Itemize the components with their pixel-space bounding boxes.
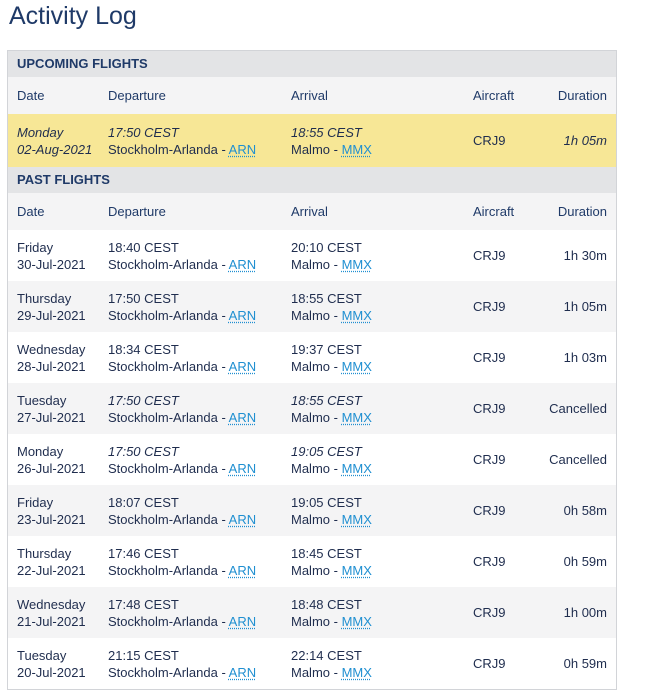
flight-date-cell — [17, 536, 86, 587]
departure-airport-link[interactable]: ARN — [228, 664, 257, 680]
flight-date: 21-Jul-2021 — [17, 613, 86, 629]
departure-city: Stockholm-Arlanda — [108, 141, 218, 157]
aircraft-cell: CRJ9 — [473, 605, 506, 620]
flight-date-cell — [17, 587, 86, 638]
flight-date-cell — [17, 638, 86, 689]
flight-day: Thursday — [17, 290, 72, 306]
departure-city: Stockholm-Arlanda — [108, 562, 218, 578]
flight-date: 28-Jul-2021 — [17, 358, 86, 374]
duration-cell: 0h 59m — [563, 656, 607, 671]
duration-cell: 1h 30m — [563, 248, 607, 263]
departure-cell — [108, 230, 256, 281]
arrival-airport-link[interactable]: MMX — [341, 562, 372, 578]
arrival-time: 19:37 CEST — [291, 341, 362, 357]
arrival-time: 19:05 CEST — [291, 494, 362, 510]
flight-date: 30-Jul-2021 — [17, 256, 86, 272]
col-arrival-header: Arrival — [291, 88, 328, 103]
past-flight-row — [8, 230, 616, 281]
flight-day: Friday — [17, 239, 54, 255]
arrival-time: 18:48 CEST — [291, 596, 362, 612]
arrival-time: 22:14 CEST — [291, 647, 362, 663]
departure-airport-link[interactable]: ARN — [228, 256, 257, 272]
departure-city: Stockholm-Arlanda — [108, 358, 218, 374]
departure-time: 17:46 CEST — [108, 545, 179, 561]
departure-time: 17:50 CEST — [108, 443, 179, 459]
departure-time: 17:50 CEST — [108, 124, 179, 140]
aircraft-cell: CRJ9 — [473, 554, 506, 569]
departure-cell — [108, 281, 256, 332]
arrival-city: Malmo — [291, 613, 331, 629]
flight-date-cell — [17, 281, 86, 332]
separator: - — [330, 307, 342, 323]
flight-date: 26-Jul-2021 — [17, 460, 86, 476]
arrival-airport-link[interactable]: MMX — [341, 307, 372, 323]
departure-cell — [108, 114, 256, 167]
flight-date: 27-Jul-2021 — [17, 409, 86, 425]
separator: - — [217, 256, 229, 272]
duration-cell: 1h 00m — [563, 605, 607, 620]
separator: - — [217, 141, 229, 157]
arrival-cell — [291, 587, 372, 638]
separator: - — [330, 409, 342, 425]
aircraft-cell: CRJ9 — [473, 656, 506, 671]
departure-airport-link[interactable]: ARN — [228, 358, 257, 374]
separator: - — [330, 358, 342, 374]
past-flight-row — [8, 587, 616, 638]
arrival-cell — [291, 434, 372, 485]
departure-time: 18:07 CEST — [108, 494, 179, 510]
duration-cell: 1h 05m — [563, 299, 607, 314]
departure-city: Stockholm-Arlanda — [108, 613, 218, 629]
flight-day: Wednesday — [17, 596, 86, 612]
past-flight-row — [8, 281, 616, 332]
past-flight-row — [8, 638, 616, 689]
arrival-city: Malmo — [291, 511, 331, 527]
flight-date: 20-Jul-2021 — [17, 664, 86, 680]
arrival-cell — [291, 114, 372, 167]
separator: - — [330, 562, 342, 578]
arrival-city: Malmo — [291, 307, 331, 323]
departure-cell — [108, 536, 256, 587]
arrival-cell — [291, 383, 372, 434]
departure-cell — [108, 587, 256, 638]
arrival-airport-link[interactable]: MMX — [341, 664, 372, 680]
arrival-time: 18:45 CEST — [291, 545, 362, 561]
duration-cell: Cancelled — [549, 452, 607, 467]
separator: - — [330, 664, 342, 680]
departure-time: 17:48 CEST — [108, 596, 179, 612]
flight-date-cell — [17, 114, 92, 167]
departure-cell — [108, 638, 256, 689]
departure-cell — [108, 434, 256, 485]
arrival-city: Malmo — [291, 358, 331, 374]
separator: - — [330, 613, 342, 629]
flight-day: Monday — [17, 443, 64, 459]
arrival-city: Malmo — [291, 256, 331, 272]
flight-day: Monday — [17, 124, 64, 140]
col-date-header: Date — [17, 88, 45, 103]
separator: - — [217, 664, 229, 680]
col-departure-header: Departure — [108, 88, 166, 103]
separator: - — [217, 613, 229, 629]
departure-city: Stockholm-Arlanda — [108, 409, 218, 425]
arrival-cell — [291, 281, 372, 332]
separator: - — [330, 460, 342, 476]
past-flight-row — [8, 434, 616, 485]
upcoming-flights-header: UPCOMING FLIGHTS — [8, 51, 616, 77]
departure-cell — [108, 485, 256, 536]
past-flight-row — [8, 536, 616, 587]
aircraft-cell: CRJ9 — [473, 350, 506, 365]
col-aircraft-header: Aircraft — [473, 204, 515, 219]
upcoming-flight-row — [8, 114, 616, 167]
col-arrival-header: Arrival — [291, 204, 328, 219]
arrival-airport-link[interactable]: MMX — [341, 511, 372, 527]
arrival-cell — [291, 638, 372, 689]
flight-date: 23-Jul-2021 — [17, 511, 86, 527]
past-flights-list — [8, 230, 616, 689]
past-flight-row — [8, 485, 616, 536]
arrival-cell — [291, 536, 372, 587]
arrival-time: 19:05 CEST — [291, 443, 362, 459]
past-flight-row — [8, 332, 616, 383]
departure-city: Stockholm-Arlanda — [108, 664, 218, 680]
duration-cell: 1h 05m — [563, 133, 607, 148]
flight-date: 22-Jul-2021 — [17, 562, 86, 578]
departure-airport-link[interactable]: ARN — [228, 409, 257, 425]
aircraft-cell: CRJ9 — [473, 299, 506, 314]
departure-airport-link[interactable]: ARN — [228, 307, 257, 323]
arrival-time: 18:55 CEST — [291, 290, 362, 306]
departure-airport-link[interactable]: ARN — [228, 562, 257, 578]
separator: - — [330, 511, 342, 527]
flight-day: Friday — [17, 494, 54, 510]
arrival-cell — [291, 332, 372, 383]
past-column-headers — [8, 193, 616, 230]
arrival-airport-link[interactable]: MMX — [341, 141, 372, 157]
departure-cell — [108, 332, 256, 383]
flight-day: Tuesday — [17, 392, 67, 408]
aircraft-cell: CRJ9 — [473, 401, 506, 416]
separator: - — [217, 562, 229, 578]
arrival-time: 18:55 CEST — [291, 392, 362, 408]
departure-time: 18:40 CEST — [108, 239, 179, 255]
departure-airport-link[interactable]: ARN — [228, 460, 257, 476]
arrival-airport-link[interactable]: MMX — [341, 358, 372, 374]
flight-date-cell — [17, 332, 86, 383]
duration-cell: 1h 03m — [563, 350, 607, 365]
aircraft-cell: CRJ9 — [473, 133, 506, 148]
departure-time: 17:50 CEST — [108, 290, 179, 306]
arrival-city: Malmo — [291, 409, 331, 425]
departure-time: 17:50 CEST — [108, 392, 179, 408]
flight-day: Thursday — [17, 545, 72, 561]
arrival-city: Malmo — [291, 562, 331, 578]
arrival-cell — [291, 230, 372, 281]
aircraft-cell: CRJ9 — [473, 248, 506, 263]
arrival-city: Malmo — [291, 141, 331, 157]
arrival-airport-link[interactable]: MMX — [341, 256, 372, 272]
separator: - — [330, 256, 342, 272]
separator: - — [217, 460, 229, 476]
flight-date: 29-Jul-2021 — [17, 307, 86, 323]
flight-day: Wednesday — [17, 341, 86, 357]
departure-city: Stockholm-Arlanda — [108, 511, 218, 527]
page-title: Activity Log — [9, 2, 137, 30]
duration-cell: 0h 58m — [563, 503, 607, 518]
duration-cell: 0h 59m — [563, 554, 607, 569]
flights-table — [7, 50, 617, 690]
col-aircraft-header: Aircraft — [473, 88, 515, 103]
separator: - — [217, 358, 229, 374]
flight-date-cell — [17, 230, 86, 281]
departure-cell — [108, 383, 256, 434]
departure-airport-link[interactable]: ARN — [228, 141, 257, 157]
aircraft-cell: CRJ9 — [473, 503, 506, 518]
separator: - — [217, 409, 229, 425]
duration-cell: Cancelled — [549, 401, 607, 416]
departure-city: Stockholm-Arlanda — [108, 460, 218, 476]
departure-airport-link[interactable]: ARN — [228, 613, 257, 629]
arrival-airport-link[interactable]: MMX — [341, 409, 372, 425]
departure-city: Stockholm-Arlanda — [108, 256, 218, 272]
arrival-airport-link[interactable]: MMX — [341, 613, 372, 629]
separator: - — [217, 307, 229, 323]
separator: - — [330, 141, 342, 157]
flight-date-cell — [17, 434, 86, 485]
arrival-cell — [291, 485, 372, 536]
col-date-header: Date — [17, 204, 45, 219]
arrival-city: Malmo — [291, 664, 331, 680]
col-duration-header: Duration — [557, 88, 607, 103]
col-departure-header: Departure — [108, 204, 166, 219]
arrival-time: 18:55 CEST — [291, 124, 362, 140]
separator: - — [217, 511, 229, 527]
arrival-airport-link[interactable]: MMX — [341, 460, 372, 476]
col-duration-header: Duration — [557, 204, 607, 219]
departure-city: Stockholm-Arlanda — [108, 307, 218, 323]
flight-day: Tuesday — [17, 647, 67, 663]
arrival-time: 20:10 CEST — [291, 239, 362, 255]
aircraft-cell: CRJ9 — [473, 452, 506, 467]
departure-airport-link[interactable]: ARN — [228, 511, 257, 527]
flight-date-cell — [17, 383, 86, 434]
past-flight-row — [8, 383, 616, 434]
departure-time: 18:34 CEST — [108, 341, 179, 357]
arrival-city: Malmo — [291, 460, 331, 476]
departure-time: 21:15 CEST — [108, 647, 179, 663]
upcoming-column-headers — [8, 77, 616, 114]
past-flights-header: PAST FLIGHTS — [8, 167, 616, 193]
flight-date: 02-Aug-2021 — [17, 141, 93, 157]
flight-date-cell — [17, 485, 86, 536]
